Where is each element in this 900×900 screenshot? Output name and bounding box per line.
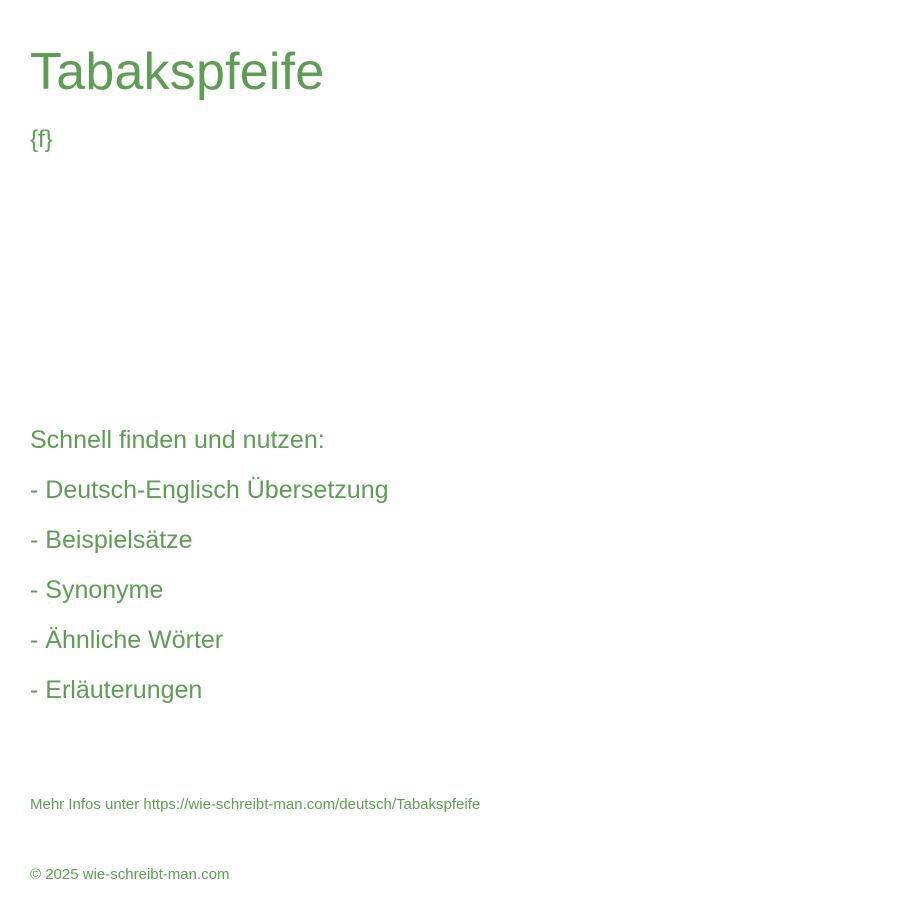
feature-list-heading: Schnell finden und nutzen: xyxy=(30,426,325,454)
feature-item-example-sentences: - Beispielsätze xyxy=(30,526,193,554)
gender-label: {f} xyxy=(30,126,53,153)
feature-item-explanations: - Erläuterungen xyxy=(30,676,203,704)
feature-item-translation: - Deutsch-Englisch Übersetzung xyxy=(30,476,389,504)
feature-item-synonyms: - Synonyme xyxy=(30,576,164,604)
more-info-text: Mehr Infos unter https://wie-schreibt-man.com/deutsch/Tabakspfeife xyxy=(30,796,481,813)
copyright-notice: © 2025 wie-schreibt-man.com xyxy=(30,866,230,883)
feature-item-similar-words: - Ähnliche Wörter xyxy=(30,626,224,654)
page-title: Tabakspfeife xyxy=(30,43,325,101)
feature-list xyxy=(30,422,389,722)
